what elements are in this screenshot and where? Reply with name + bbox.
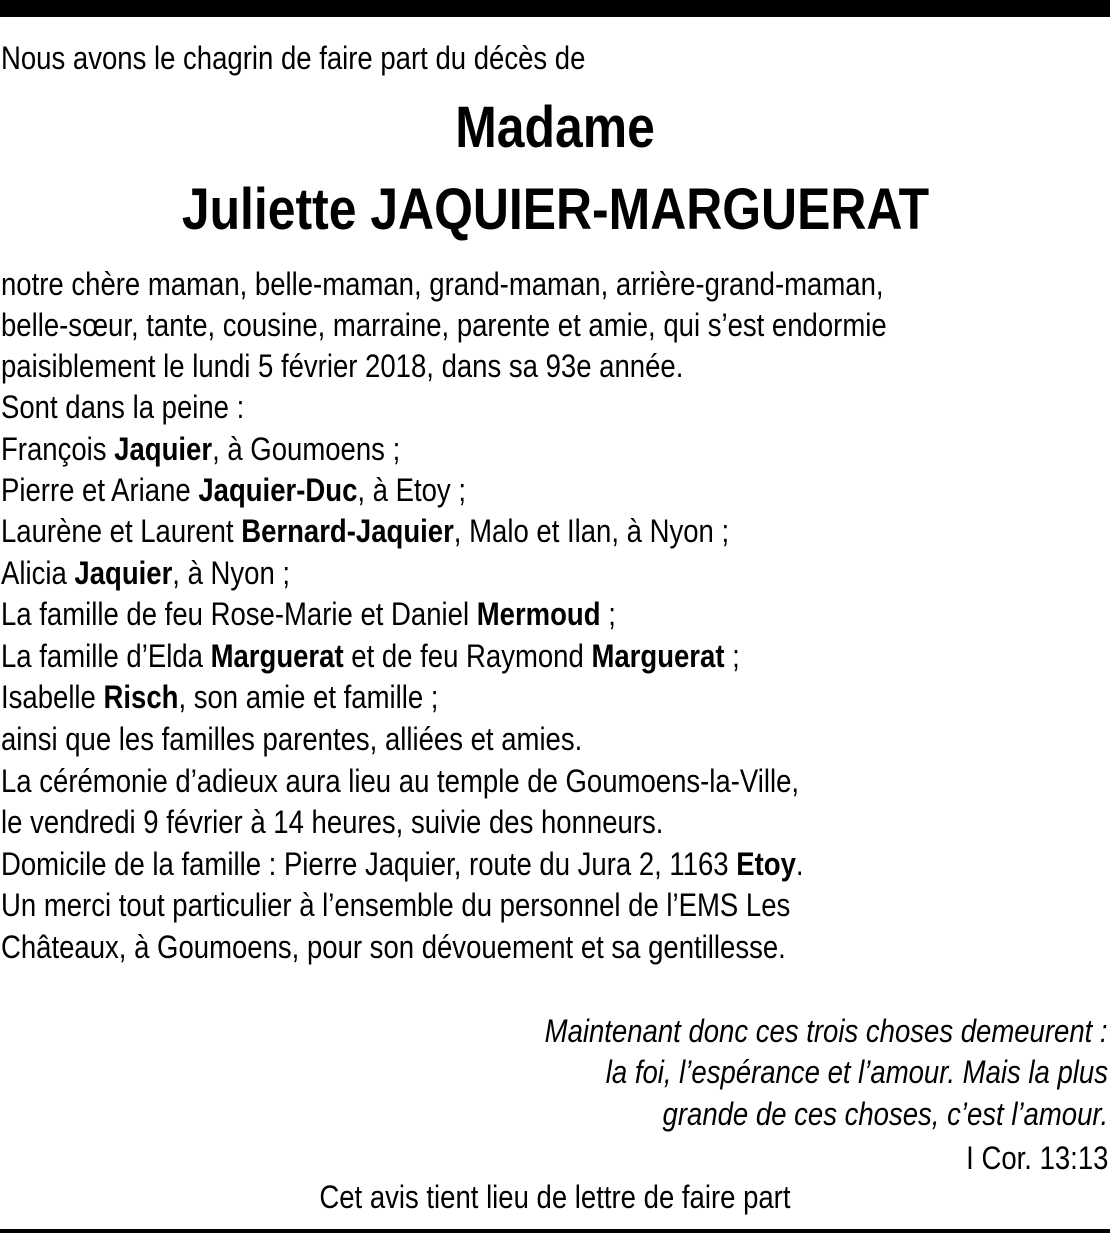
thanks-line-2: Châteaux, à Goumoens, pour son dévouement et sa gentillesse. [1, 929, 786, 965]
quote-line-2: la foi, l’espérance et l’amour. Mais la plus [605, 1054, 1108, 1090]
body-line-2: belle-sœur, tante, cousine, marraine, parente et amie, qui s’est endormie [1, 307, 887, 343]
family-surname: Bernard-Jaquier [241, 513, 454, 549]
family-line-pre: Isabelle [1, 679, 104, 715]
bottom-rule [0, 1229, 1110, 1233]
family-line-post: , son amie et famille ; [178, 679, 439, 715]
family-surname: Jaquier-Duc [198, 472, 358, 508]
family-line [1, 511, 729, 551]
family-line-mid: et de feu Raymond [343, 638, 592, 674]
family-line [1, 470, 466, 510]
mourners-heading: Sont dans la peine : [1, 389, 245, 425]
family-surname: Marguerat [210, 638, 344, 674]
allies-line: ainsi que les familles parentes, alliées et amies. [1, 721, 583, 757]
quote-line-3: grande de ces choses, c’est l’amour. [662, 1096, 1108, 1132]
deceased-title-text: Madame [455, 95, 655, 160]
family-line-post: , à Etoy ; [357, 472, 466, 508]
thanks-line-1: Un merci tout particulier à l’ensemble du personnel de l’EMS Les [1, 887, 791, 923]
deceased-name [0, 177, 1110, 243]
ceremony-line-1: La cérémonie d’adieux aura lieu au temple de Goumoens-la-Ville, [1, 763, 800, 799]
family-surname: Jaquier [114, 431, 213, 467]
footer-note [0, 1177, 1110, 1217]
family-line [1, 553, 290, 593]
body-line-3: paisiblement le lundi 5 février 2018, dans sa 93e année. [1, 348, 684, 384]
body-line-1: notre chère maman, belle-maman, grand-maman, arrière-grand-maman, [1, 266, 884, 302]
domicile-line [1, 844, 804, 884]
family-line-post: , Malo et Ilan, à Nyon ; [453, 513, 730, 549]
family-line [1, 677, 438, 717]
deceased-title [0, 95, 1110, 161]
family-surname: Jaquier [74, 555, 173, 591]
family-line-pre: La famille d’Elda [1, 638, 211, 674]
family-line-pre: Alicia [1, 555, 75, 591]
family-surname: Marguerat [591, 638, 725, 674]
family-line-post: ; [724, 638, 740, 674]
deceased-name-text: Juliette JAQUIER-MARGUERAT [181, 177, 929, 242]
domicile-end: . [795, 846, 804, 882]
quote-reference: I Cor. 13:13 [965, 1140, 1108, 1176]
family-line-pre: François [1, 431, 115, 467]
top-rule [0, 0, 1110, 17]
quote-line-1: Maintenant donc ces trois choses demeurent : [545, 1013, 1108, 1049]
family-line-pre: Pierre et Ariane [1, 472, 199, 508]
domicile-town: Etoy [736, 846, 796, 882]
family-line-post: , à Nyon ; [172, 555, 291, 591]
family-line-pre: La famille de feu Rose-Marie et Daniel [1, 596, 477, 632]
family-line-pre: Laurène et Laurent [1, 513, 242, 549]
family-line [1, 429, 400, 469]
family-surname: Risch [103, 679, 179, 715]
family-line-post: ; [600, 596, 616, 632]
intro-text: Nous avons le chagrin de faire part du décès de [1, 40, 586, 76]
footer-note-text: Cet avis tient lieu de lettre de faire part [319, 1179, 791, 1215]
family-surname: Mermoud [476, 596, 601, 632]
family-line-post: , à Goumoens ; [212, 431, 401, 467]
family-line [1, 636, 740, 676]
ceremony-line-2: le vendredi 9 février à 14 heures, suivie des honneurs. [1, 804, 664, 840]
family-line [1, 594, 616, 634]
domicile-text: Domicile de la famille : Pierre Jaquier, route du Jura 2, 1163 [1, 846, 737, 882]
